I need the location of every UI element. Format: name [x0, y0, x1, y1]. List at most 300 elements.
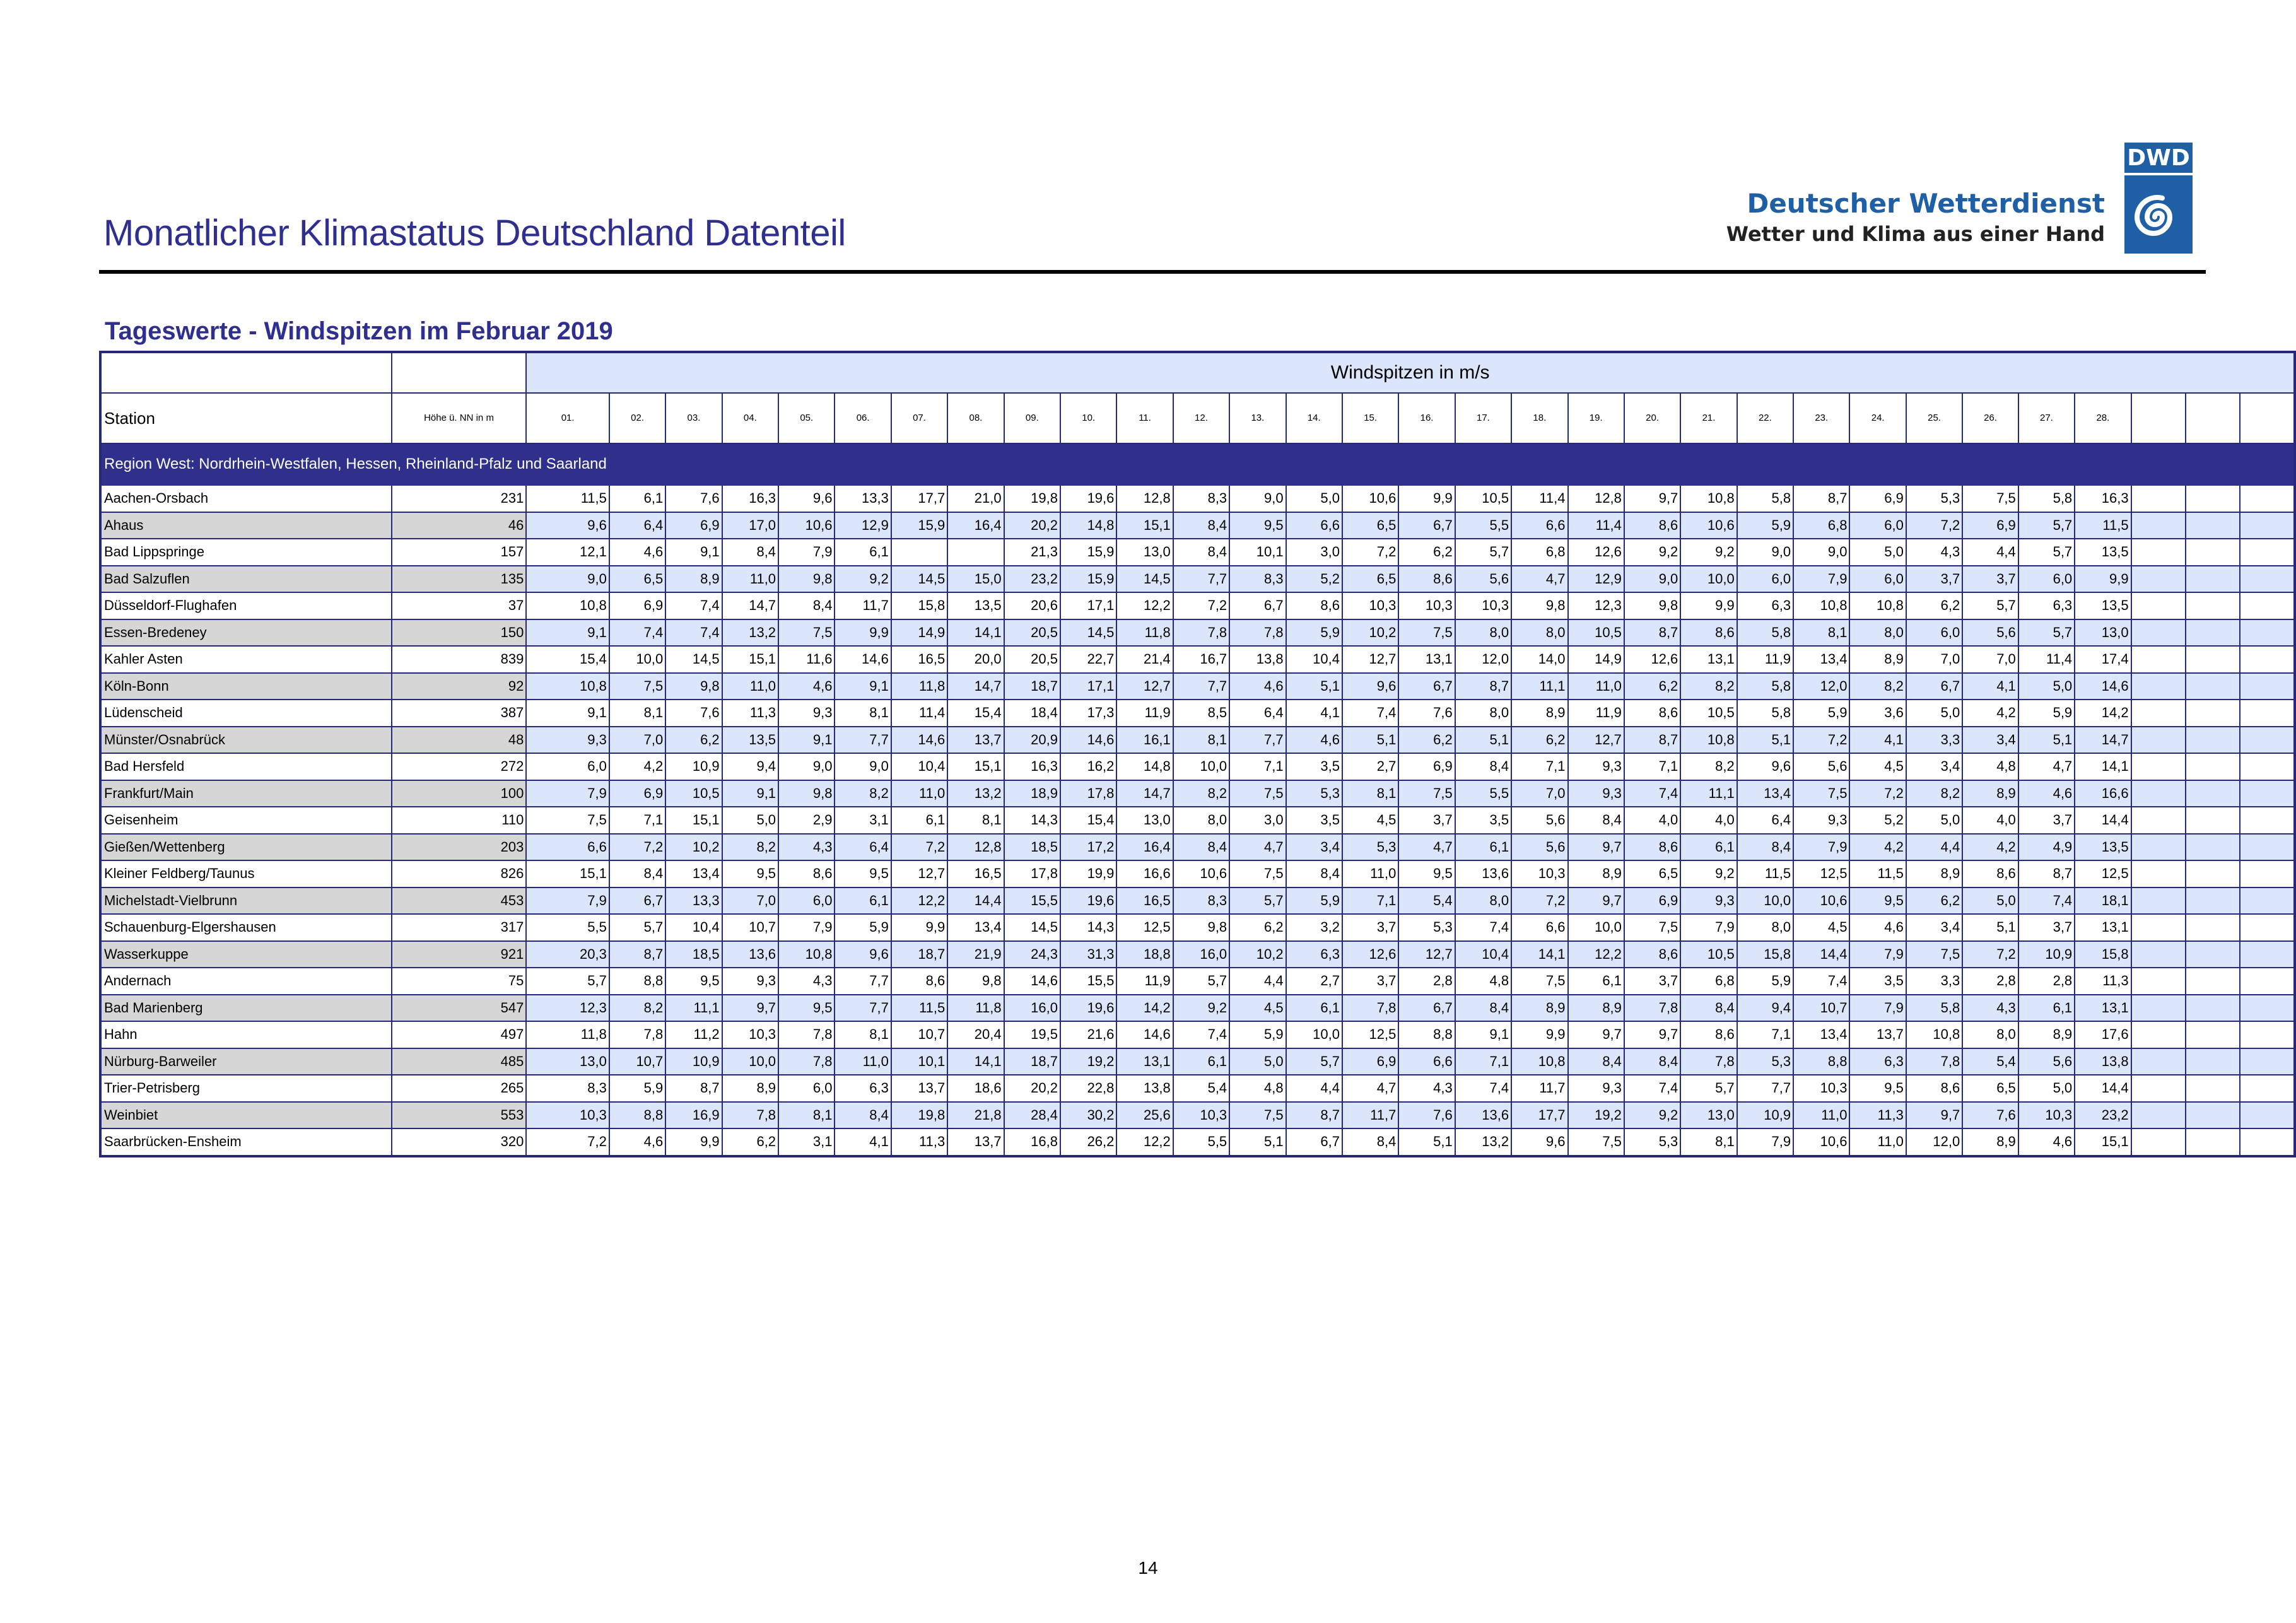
- region-cell: [1004, 443, 1060, 485]
- wind-value: [2131, 485, 2186, 512]
- header-day: 17.: [1455, 393, 1511, 443]
- wind-value: 19,6: [1060, 888, 1116, 915]
- logo-abbr: DWD: [2127, 145, 2190, 171]
- wind-value: 5,7: [1229, 888, 1286, 915]
- wind-value: 3,7: [1342, 968, 1398, 995]
- wind-value: 12,9: [835, 512, 891, 539]
- wind-value: 6,6: [1286, 512, 1342, 539]
- region-cell: [722, 443, 778, 485]
- wind-value: 8,9: [2018, 1021, 2075, 1048]
- wind-value: 6,6: [1398, 1048, 1455, 1075]
- wind-value: 9,9: [1511, 1021, 1567, 1048]
- wind-value: 8,8: [1793, 1048, 1849, 1075]
- wind-value: 9,8: [1624, 592, 1680, 619]
- table-row: [100, 566, 2295, 593]
- wind-value: 9,8: [778, 566, 835, 593]
- wind-value: 7,7: [1173, 566, 1229, 593]
- wind-value: 3,1: [835, 807, 891, 834]
- wind-value: 9,7: [722, 995, 778, 1022]
- wind-value: [2131, 539, 2186, 566]
- header-day: 24.: [1849, 393, 1906, 443]
- wind-value: 3,3: [1906, 968, 1962, 995]
- wind-value: 12,3: [526, 995, 609, 1022]
- wind-value: 11,8: [1116, 619, 1173, 647]
- wind-value: 19,8: [891, 1102, 947, 1129]
- wind-value: 8,6: [1680, 619, 1737, 647]
- wind-value: 5,5: [1173, 1128, 1229, 1156]
- wind-value: 4,6: [2018, 1128, 2075, 1156]
- wind-value: [2240, 1102, 2295, 1129]
- header-day: 04.: [722, 393, 778, 443]
- wind-value: 11,0: [1793, 1102, 1849, 1129]
- wind-value: 8,4: [1455, 995, 1511, 1022]
- wind-value: 8,7: [609, 941, 665, 968]
- wind-value: [2186, 727, 2240, 754]
- wind-value: 6,9: [1962, 512, 2018, 539]
- wind-value: 9,7: [1624, 1021, 1680, 1048]
- wind-value: 6,1: [1455, 834, 1511, 861]
- wind-value: 5,7: [609, 914, 665, 941]
- station-elevation: 75: [392, 968, 527, 995]
- wind-value: 8,4: [609, 860, 665, 888]
- wind-value: 16,0: [1004, 995, 1060, 1022]
- region-cell: [1342, 443, 1398, 485]
- wind-value: 7,1: [1229, 753, 1286, 780]
- wind-value: 6,3: [835, 1075, 891, 1102]
- wind-value: 5,1: [1229, 1128, 1286, 1156]
- wind-value: 15,0: [947, 566, 1004, 593]
- wind-value: 10,6: [1680, 512, 1737, 539]
- wind-value: 14,1: [1511, 941, 1567, 968]
- wind-value: 5,2: [1849, 807, 1906, 834]
- wind-value: 5,6: [1793, 753, 1849, 780]
- wind-value: 6,1: [1173, 1048, 1229, 1075]
- wind-value: 20,9: [1004, 727, 1060, 754]
- station-name: Nürburg-Barweiler: [100, 1048, 392, 1075]
- wind-value: 6,4: [1229, 700, 1286, 727]
- wind-value: 10,2: [1342, 619, 1398, 647]
- wind-value: 14,3: [1060, 914, 1116, 941]
- wind-value: 10,5: [1568, 619, 1624, 647]
- wind-value: [2240, 834, 2295, 861]
- wind-value: 8,0: [1455, 700, 1511, 727]
- wind-value: 5,9: [609, 1075, 665, 1102]
- wind-value: [2186, 807, 2240, 834]
- wind-value: 17,1: [1060, 592, 1116, 619]
- table-row: [100, 888, 2295, 915]
- wind-value: 12,5: [1342, 1021, 1398, 1048]
- wind-value: 3,7: [1342, 914, 1398, 941]
- station-name: Lüdenscheid: [100, 700, 392, 727]
- wind-value: 4,5: [1849, 753, 1906, 780]
- wind-value: 7,1: [609, 807, 665, 834]
- wind-value: 10,0: [1173, 753, 1229, 780]
- wind-value: 5,5: [526, 914, 609, 941]
- wind-value: 21,6: [1060, 1021, 1116, 1048]
- wind-value: 7,5: [778, 619, 835, 647]
- wind-value: 4,7: [1229, 834, 1286, 861]
- header-day: 23.: [1793, 393, 1849, 443]
- wind-value: 5,8: [1737, 700, 1793, 727]
- wind-value: 9,2: [835, 566, 891, 593]
- wind-value: 7,4: [2018, 888, 2075, 915]
- station-name: Düsseldorf-Flughafen: [100, 592, 392, 619]
- region-cell: [2240, 443, 2295, 485]
- wind-value: 9,8: [1173, 914, 1229, 941]
- wind-value: 8,9: [1906, 860, 1962, 888]
- wind-value: 7,2: [526, 1128, 609, 1156]
- wind-value: 3,4: [1286, 834, 1342, 861]
- wind-value: 15,9: [1060, 566, 1116, 593]
- wind-value: 6,1: [2018, 995, 2075, 1022]
- station-elevation: 272: [392, 753, 527, 780]
- wind-value: 9,7: [1624, 485, 1680, 512]
- wind-value: 4,6: [1286, 727, 1342, 754]
- wind-value: 9,7: [1568, 888, 1624, 915]
- wind-value: 15,9: [891, 512, 947, 539]
- wind-value: [2240, 619, 2295, 647]
- wind-value: 10,8: [1849, 592, 1906, 619]
- wind-value: 8,9: [1568, 995, 1624, 1022]
- wind-value: 4,5: [1342, 807, 1398, 834]
- header-rule: [99, 270, 2206, 274]
- wind-value: 8,8: [609, 1102, 665, 1129]
- station-elevation: 110: [392, 807, 527, 834]
- wind-value: 9,1: [526, 700, 609, 727]
- station-name: Saarbrücken-Ensheim: [100, 1128, 392, 1156]
- header-day: 06.: [835, 393, 891, 443]
- wind-value: 5,1: [1455, 727, 1511, 754]
- station-elevation: 826: [392, 860, 527, 888]
- wind-value: 7,6: [665, 700, 722, 727]
- wind-value: [2240, 888, 2295, 915]
- wind-value: 10,1: [891, 1048, 947, 1075]
- wind-value: 9,0: [1624, 566, 1680, 593]
- wind-value: 8,6: [1962, 860, 2018, 888]
- wind-value: 11,2: [665, 1021, 722, 1048]
- wind-value: 3,4: [1906, 753, 1962, 780]
- wind-value: 17,0: [722, 512, 778, 539]
- wind-value: 7,2: [891, 834, 947, 861]
- wind-value: 10,8: [1906, 1021, 1962, 1048]
- wind-value: 6,1: [1286, 995, 1342, 1022]
- wind-value: 8,9: [1962, 1128, 2018, 1156]
- wind-value: 9,8: [778, 780, 835, 807]
- header-day: 14.: [1286, 393, 1342, 443]
- wind-value: 7,0: [1962, 646, 2018, 673]
- wind-value: 18,7: [891, 941, 947, 968]
- wind-value: 3,4: [1962, 727, 2018, 754]
- wind-value: 16,1: [1116, 727, 1173, 754]
- wind-value: 8,9: [1568, 860, 1624, 888]
- wind-value: 14,7: [1116, 780, 1173, 807]
- wind-value: 5,0: [1906, 700, 1962, 727]
- station-name: Ahaus: [100, 512, 392, 539]
- header-day: 21.: [1680, 393, 1737, 443]
- wind-value: 11,0: [835, 1048, 891, 1075]
- wind-value: 7,5: [1511, 968, 1567, 995]
- wind-value: 6,6: [1511, 512, 1567, 539]
- station-name: Köln-Bonn: [100, 673, 392, 700]
- wind-value: [2131, 1048, 2186, 1075]
- wind-value: 11,9: [1116, 968, 1173, 995]
- wind-value: 9,5: [1849, 1075, 1906, 1102]
- wind-value: [2186, 914, 2240, 941]
- wind-value: 13,2: [947, 780, 1004, 807]
- wind-value: 17,6: [2075, 1021, 2131, 1048]
- table-row: [100, 914, 2295, 941]
- wind-value: 5,0: [1962, 888, 2018, 915]
- wind-value: 4,6: [1229, 673, 1286, 700]
- wind-value: 5,2: [1286, 566, 1342, 593]
- wind-value: [2240, 780, 2295, 807]
- wind-value: 12,1: [526, 539, 609, 566]
- wind-value: 10,3: [1342, 592, 1398, 619]
- wind-value: 9,5: [665, 968, 722, 995]
- wind-value: 3,5: [1455, 807, 1511, 834]
- wind-value: 14,9: [1568, 646, 1624, 673]
- station-elevation: 921: [392, 941, 527, 968]
- wind-value: 15,1: [947, 753, 1004, 780]
- wind-value: 5,7: [1680, 1075, 1737, 1102]
- wind-value: [2240, 646, 2295, 673]
- wind-value: 3,0: [1286, 539, 1342, 566]
- wind-value: 7,4: [1455, 914, 1511, 941]
- wind-value: 19,2: [1568, 1102, 1624, 1129]
- wind-value: 14,6: [1116, 1021, 1173, 1048]
- logo-divider: [2124, 173, 2193, 175]
- wind-value: 13,5: [2075, 592, 2131, 619]
- station-elevation: 547: [392, 995, 527, 1022]
- wind-value: 11,4: [2018, 646, 2075, 673]
- wind-value: 10,3: [1398, 592, 1455, 619]
- wind-value: 11,3: [2075, 968, 2131, 995]
- wind-value: 8,4: [722, 539, 778, 566]
- wind-value: [2131, 753, 2186, 780]
- wind-value: 8,6: [778, 860, 835, 888]
- wind-value: 3,1: [778, 1128, 835, 1156]
- station-name: Michelstadt-Vielbrunn: [100, 888, 392, 915]
- wind-value: [2240, 592, 2295, 619]
- wind-value: 10,6: [1793, 1128, 1849, 1156]
- wind-value: 9,5: [835, 860, 891, 888]
- wind-value: 16,9: [665, 1102, 722, 1129]
- wind-value: 14,6: [835, 646, 891, 673]
- table-row: [100, 941, 2295, 968]
- wind-value: 10,8: [778, 941, 835, 968]
- wind-value: 13,1: [2075, 995, 2131, 1022]
- wind-value: 16,3: [2075, 485, 2131, 512]
- wind-value: 8,4: [1173, 539, 1229, 566]
- wind-value: [2186, 1048, 2240, 1075]
- wind-value: 7,7: [835, 727, 891, 754]
- wind-value: 5,0: [722, 807, 778, 834]
- wind-value: 8,4: [778, 592, 835, 619]
- wind-value: 4,9: [2018, 834, 2075, 861]
- wind-value: 13,5: [722, 727, 778, 754]
- page-number: 14: [1138, 1558, 1158, 1578]
- station-name: Schauenburg-Elgershausen: [100, 914, 392, 941]
- wind-value: 7,7: [835, 995, 891, 1022]
- wind-value: [2186, 1021, 2240, 1048]
- wind-value: 8,4: [1568, 1048, 1624, 1075]
- wind-value: 17,2: [1060, 834, 1116, 861]
- wind-value: 10,3: [526, 1102, 609, 1129]
- wind-value: 9,2: [1680, 539, 1737, 566]
- wind-value: 6,7: [1906, 673, 1962, 700]
- wind-value: 5,0: [1286, 485, 1342, 512]
- wind-value: 14,5: [1116, 566, 1173, 593]
- wind-value: 8,0: [1455, 619, 1511, 647]
- wind-value: 8,1: [947, 807, 1004, 834]
- wind-value: 15,1: [2075, 1128, 2131, 1156]
- station-elevation: 231: [392, 485, 527, 512]
- header-day: 25.: [1906, 393, 1962, 443]
- region-cell: [1511, 443, 1567, 485]
- wind-value: 4,7: [1342, 1075, 1398, 1102]
- wind-value: 8,2: [835, 780, 891, 807]
- wind-value: [2186, 860, 2240, 888]
- wind-value: 13,1: [2075, 914, 2131, 941]
- wind-value: 5,6: [1962, 619, 2018, 647]
- table-row: [100, 592, 2295, 619]
- table-row: [100, 1021, 2295, 1048]
- wind-value: 12,6: [1624, 646, 1680, 673]
- wind-value: 7,6: [1962, 1102, 2018, 1129]
- wind-value: 5,6: [2018, 1048, 2075, 1075]
- wind-value: 10,3: [1173, 1102, 1229, 1129]
- wind-value: 13,4: [1793, 1021, 1849, 1048]
- wind-value: 3,5: [1286, 807, 1342, 834]
- wind-value: 20,5: [1004, 646, 1060, 673]
- wind-value: 14,7: [2075, 727, 2131, 754]
- wind-value: 5,0: [2018, 673, 2075, 700]
- wind-value: 12,2: [1116, 592, 1173, 619]
- wind-value: [2186, 1075, 2240, 1102]
- wind-value: 10,0: [609, 646, 665, 673]
- wind-value: 10,4: [665, 914, 722, 941]
- region-row: [100, 443, 2295, 485]
- wind-value: 6,7: [1229, 592, 1286, 619]
- wind-value: [2186, 1102, 2240, 1129]
- wind-value: 9,5: [1398, 860, 1455, 888]
- wind-value: 9,2: [1624, 539, 1680, 566]
- wind-value: 6,0: [1849, 566, 1906, 593]
- wind-value: 8,4: [1624, 1048, 1680, 1075]
- wind-value: 4,1: [1849, 727, 1906, 754]
- header-day: [2240, 393, 2295, 443]
- wind-value: 11,0: [722, 673, 778, 700]
- table-row: [100, 646, 2295, 673]
- wind-value: 8,0: [1511, 619, 1567, 647]
- table-row: [100, 1048, 2295, 1075]
- wind-value: 7,0: [1906, 646, 1962, 673]
- region-cell: [1849, 443, 1906, 485]
- wind-value: 9,1: [665, 539, 722, 566]
- wind-value: 9,3: [1568, 753, 1624, 780]
- wind-value: 13,5: [2075, 539, 2131, 566]
- wind-value: 7,9: [778, 914, 835, 941]
- wind-value: 11,0: [1342, 860, 1398, 888]
- wind-value: 10,4: [1286, 646, 1342, 673]
- wind-value: 8,8: [609, 968, 665, 995]
- wind-value: 9,7: [1906, 1102, 1962, 1129]
- wind-value: 6,6: [526, 834, 609, 861]
- wind-value: 8,0: [1455, 888, 1511, 915]
- wind-value: 5,9: [1737, 512, 1793, 539]
- wind-value: [2131, 807, 2186, 834]
- wind-value: 2,7: [1342, 753, 1398, 780]
- wind-value: [2131, 646, 2186, 673]
- wind-value: 7,1: [1511, 753, 1567, 780]
- wind-value: 8,1: [835, 1021, 891, 1048]
- wind-value: 9,4: [722, 753, 778, 780]
- wind-value: 9,0: [526, 566, 609, 593]
- wind-value: 13,6: [1455, 860, 1511, 888]
- wind-value: [2131, 1021, 2186, 1048]
- wind-value: 8,7: [1455, 673, 1511, 700]
- wind-value: 15,8: [2075, 941, 2131, 968]
- wind-value: [2186, 592, 2240, 619]
- wind-value: [2186, 941, 2240, 968]
- wind-value: [2186, 834, 2240, 861]
- wind-value: 3,7: [1624, 968, 1680, 995]
- station-name: Weinbiet: [100, 1102, 392, 1129]
- wind-value: 7,5: [1398, 619, 1455, 647]
- wind-value: 10,6: [778, 512, 835, 539]
- wind-value: 10,9: [1737, 1102, 1793, 1129]
- station-elevation: 48: [392, 727, 527, 754]
- wind-value: 6,7: [1398, 995, 1455, 1022]
- wind-value: 9,6: [835, 941, 891, 968]
- wind-value: 5,1: [1962, 914, 2018, 941]
- wind-value: 22,7: [1060, 646, 1116, 673]
- table-row: [100, 1102, 2295, 1129]
- wind-value: [2131, 700, 2186, 727]
- wind-value: 18,4: [1004, 700, 1060, 727]
- wind-value: 3,7: [2018, 914, 2075, 941]
- wind-value: 4,6: [2018, 780, 2075, 807]
- wind-value: 5,9: [835, 914, 891, 941]
- wind-value: 4,4: [1286, 1075, 1342, 1102]
- wind-value: 7,2: [609, 834, 665, 861]
- wind-value: 7,9: [1793, 834, 1849, 861]
- wind-value: 5,7: [1962, 592, 2018, 619]
- wind-value: 9,0: [1229, 485, 1286, 512]
- wind-value: 6,8: [1793, 512, 1849, 539]
- wind-value: 7,0: [609, 727, 665, 754]
- wind-value: 4,8: [1962, 753, 2018, 780]
- wind-value: 7,6: [1398, 1102, 1455, 1129]
- wind-value: 13,7: [891, 1075, 947, 1102]
- wind-value: 7,2: [1511, 888, 1567, 915]
- wind-value: 21,8: [947, 1102, 1004, 1129]
- wind-value: 11,0: [722, 566, 778, 593]
- wind-value: 7,5: [1229, 780, 1286, 807]
- table-row: [100, 539, 2295, 566]
- wind-value: 17,7: [891, 485, 947, 512]
- region-cell: [1737, 443, 1793, 485]
- wind-value: 4,6: [609, 539, 665, 566]
- wind-value: 9,9: [891, 914, 947, 941]
- wind-value: 11,5: [526, 485, 609, 512]
- wind-value: 8,4: [1680, 995, 1737, 1022]
- wind-value: [2186, 619, 2240, 647]
- wind-value: 5,4: [1398, 888, 1455, 915]
- wind-value: [2240, 995, 2295, 1022]
- wind-value: 13,1: [1680, 646, 1737, 673]
- wind-value: 6,0: [526, 753, 609, 780]
